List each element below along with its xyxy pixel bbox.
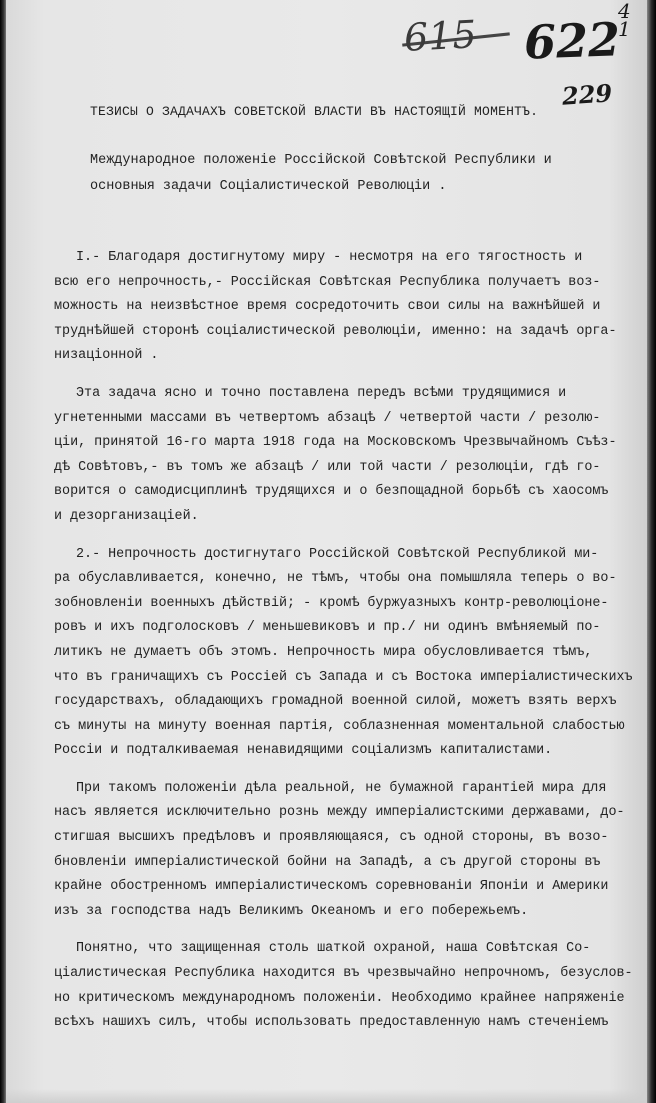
scan-border-right: [647, 0, 656, 1103]
text-line: зобновленіи военныхъ дѣйствій; - кромѣ буржуазныхъ контр-революціоне-: [54, 595, 609, 611]
text-line: насъ является исключительно рознь между имперіалистскими державами, до-: [54, 805, 625, 821]
text-line: Эта задача ясно и точно поставлена передъ всѣми трудящимися и: [76, 385, 567, 401]
text-line: всѣхъ нашихъ силъ, чтобы использовать предоставленную намъ стеченіемъ: [54, 1015, 609, 1031]
text-line: крайне обостренномъ имперіалистическомъ соревнованіи Японіи и Америки: [54, 879, 609, 895]
text-line: При такомъ положеніи дѣла реальной, не бумажной гарантіей мира для: [76, 780, 607, 796]
page-bottom-edge: [6, 1089, 647, 1103]
document-page: [6, 0, 647, 1103]
text-line: I.- Благодаря достигнутому миру - несмотря на его тягостность и: [76, 250, 583, 265]
sheet-fraction-top: 4: [618, 0, 631, 23]
text-line: съ минуты на минуту военная партія, соблазненная моментальной слабостью: [54, 718, 625, 734]
text-line: но критическомъ международномъ положеніи. Необходимо крайнее напряженіе: [54, 990, 625, 1006]
document-subtitle: [90, 148, 630, 200]
text-line: ворится о самодисциплинѣ трудящихся и о безпощадной борьбѣ съ хаосомъ: [54, 484, 609, 500]
text-line: бновленіи имперіалистической бойни на Западѣ, а съ другой стороны въ: [54, 854, 601, 870]
archive-number: 622: [523, 12, 621, 70]
text-line: можность на неизвѣстное время сосредоточить свои силы на важнѣйшей и: [54, 299, 601, 315]
sheet-fraction: [618, 0, 631, 41]
folio-number: 229: [561, 78, 614, 111]
text-line: низаціонной .: [54, 348, 159, 364]
paragraph-5: [54, 937, 644, 1035]
text-line: труднѣйшей сторонѣ соціалистической революціи, именно: на задачѣ орга-: [54, 323, 617, 339]
subtitle-line: основныя задачи Соціалистической Революціи .: [90, 179, 447, 194]
text-line: что въ граничащихъ съ Россіей съ Запада и съ Востока имперіалистическихъ: [54, 669, 633, 685]
paragraph-4: [54, 777, 644, 925]
old-archive-number: 615: [402, 12, 478, 60]
document-body: [54, 246, 644, 1049]
text-line: дѣ Совѣтовъ,- въ томъ же абзацѣ / или той части / резолюціи, гдѣ го-: [54, 459, 601, 475]
text-line: угнетенными массами въ четвертомъ абзацѣ / четвертой части / резолю-: [54, 410, 601, 426]
text-line: стигшая высшихъ предѣловъ и проявляющаяся, съ одной стороны, въ возо-: [54, 830, 609, 846]
text-line: всю его непрочность,- Россійская Совѣтская Республика получаетъ воз-: [54, 274, 601, 290]
scan-border-left: [0, 0, 6, 1103]
text-line: ціи, принятой 16-го марта 1918 года на Московскомъ Чрезвычайномъ Съѣз-: [54, 435, 617, 451]
text-line: ціалистическая Республика находится въ чрезвычайно непрочномъ, безуслов-: [54, 966, 633, 982]
text-line: ровъ и ихъ подголосковъ / меньшевиковъ и пр./ ни одинъ вмѣняемый по-: [54, 620, 601, 636]
paragraph-1: [54, 246, 644, 369]
document-title: ТЕЗИСЫ О ЗАДАЧАХЪ СОВЕТСКОЙ ВЛАСТИ ВЪ НАСТОЯЩІЙ МОМЕНТЪ.: [90, 104, 539, 119]
text-line: Россіи и подталкиваемая ненавидящими соціализмъ капиталистами.: [54, 743, 553, 759]
paragraph-2: [54, 382, 644, 530]
text-line: литикъ не думаетъ объ этомъ. Непрочность мира обусловливается тѣмъ,: [54, 644, 593, 660]
text-line: ра обуславливается, конечно, не тѣмъ, чтобы она помышляла теперь о во-: [54, 571, 617, 587]
text-line: государствахъ, обладающихъ громадной военной силой, можетъ взять верхъ: [54, 694, 617, 710]
paragraph-3: [54, 543, 644, 764]
sheet-fraction-bottom: 1: [618, 17, 631, 41]
text-line: Понятно, что защищенная столь шаткой охраной, наша Совѣтская Со-: [76, 941, 591, 957]
text-line: 2.- Непрочность достигнутаго Россійской Совѣтской Республикой ми-: [76, 546, 599, 562]
text-line: и дезорганизаціей.: [54, 508, 199, 524]
text-line: изъ за господства надъ Великимъ Океаномъ и его побережьемъ.: [54, 903, 529, 919]
subtitle-line: Международное положеніе Россійской Совѣтской Республики и: [90, 153, 552, 168]
